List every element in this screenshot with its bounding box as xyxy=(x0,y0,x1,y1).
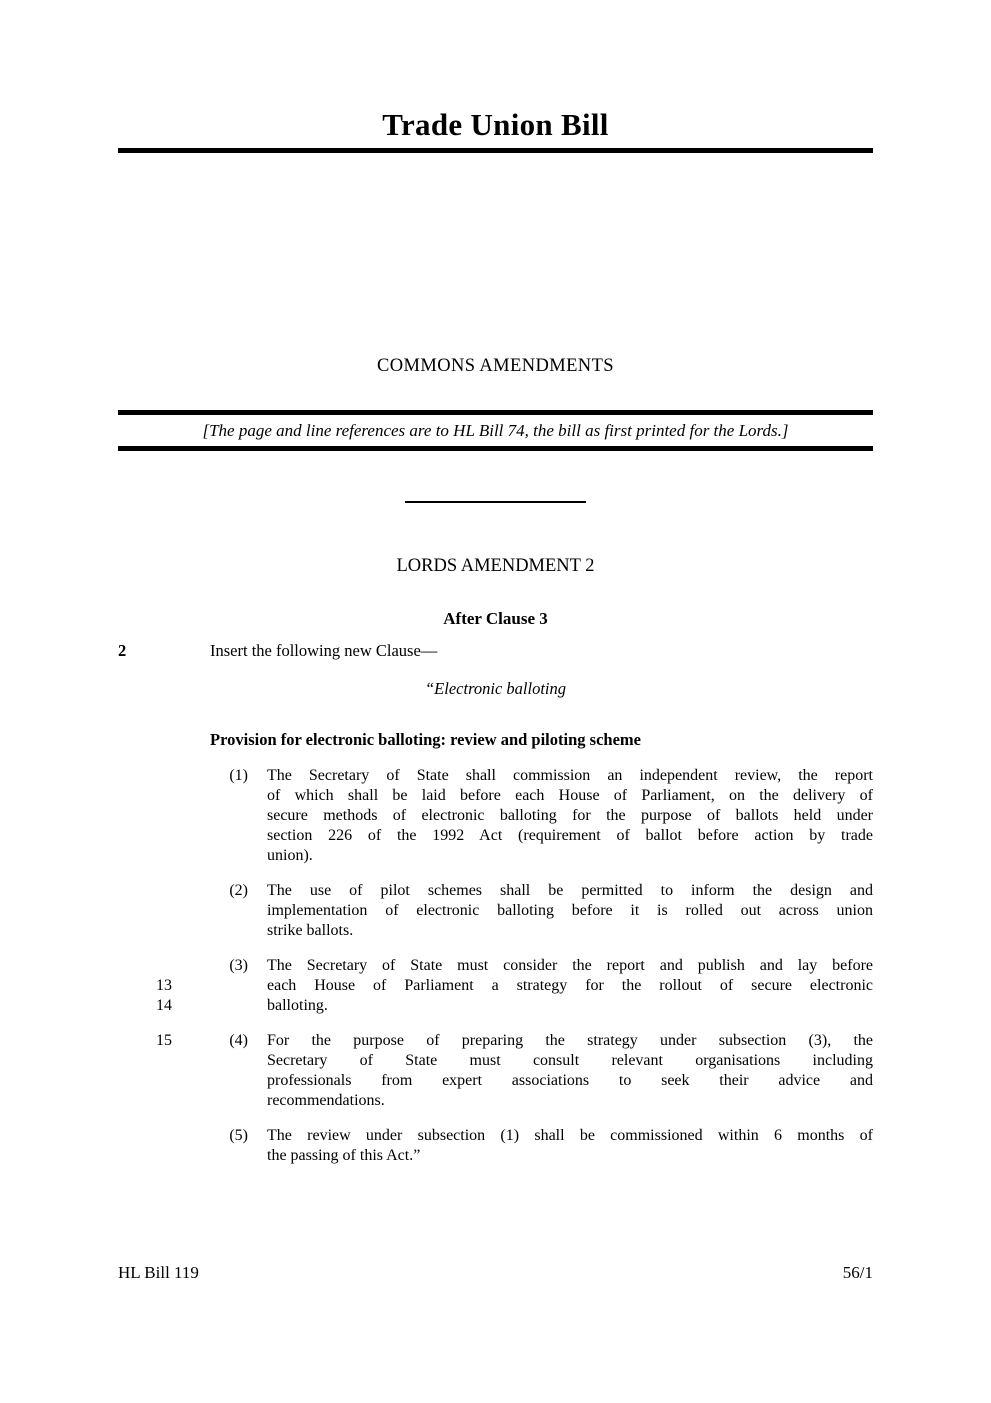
clause-title: “Electronic balloting xyxy=(425,679,566,698)
paragraph-number: (3) xyxy=(229,957,248,974)
paragraph-line: implementation of electronic balloting before it is rolled out across union xyxy=(267,902,873,919)
paragraph-line: the passing of this Act.” xyxy=(267,1147,421,1164)
footer-bill-number: HL Bill 119 xyxy=(118,1263,199,1282)
paragraph-text xyxy=(267,1031,873,1111)
clause-paragraph xyxy=(118,881,873,941)
paragraph-line: The use of pilot schemes shall be permitted to inform the design and xyxy=(267,882,873,899)
margin-line-number: 13 xyxy=(156,977,172,994)
provision-heading: Provision for electronic balloting: review and piloting scheme xyxy=(210,730,641,749)
paragraph-number: (2) xyxy=(229,882,248,899)
commons-amendments-heading: COMMONS AMENDMENTS xyxy=(377,356,614,376)
note-bottom-rule xyxy=(118,446,873,451)
separator-rule xyxy=(405,501,586,503)
paragraph-text xyxy=(267,881,873,941)
paragraph-line: balloting. xyxy=(267,997,328,1014)
paragraph-text xyxy=(267,1126,873,1166)
paragraph-line: For the purpose of preparing the strategy under subsection (3), the xyxy=(267,1032,873,1049)
title-double-rule xyxy=(118,148,873,153)
paragraph-text xyxy=(267,956,873,1016)
paragraph-line: The review under subsection (1) shall be commissioned within 6 months of xyxy=(267,1127,873,1144)
footer-session-number: 56/1 xyxy=(842,1263,873,1282)
paragraph-line: The Secretary of State must consider the report and publish and lay before xyxy=(267,957,873,974)
margin-line-number: 14 xyxy=(156,997,172,1014)
amendment-instruction: Insert the following new Clause— xyxy=(210,641,438,660)
amendment-paragraphs xyxy=(118,766,873,1181)
clause-paragraph xyxy=(118,766,873,866)
bill-title: Trade Union Bill xyxy=(382,107,609,142)
clause-paragraph xyxy=(118,1031,873,1111)
paragraph-text xyxy=(267,766,873,866)
paragraph-line: union). xyxy=(267,847,313,864)
lords-amendment-heading: LORDS AMENDMENT 2 xyxy=(396,556,595,576)
paragraph-line: The Secretary of State shall commission an independent review, the report xyxy=(267,767,873,784)
reference-note: [The page and line references are to HL Bill 74, the bill as first printed for the Lords.] xyxy=(202,421,789,440)
reference-note-box xyxy=(118,410,873,451)
paragraph-line: secure methods of electronic balloting for the purpose of ballots held under xyxy=(267,807,873,824)
paragraph-line: section 226 of the 1992 Act (requirement of ballot before action by trade xyxy=(267,827,873,844)
paragraph-number: (5) xyxy=(229,1127,248,1144)
clause-paragraph xyxy=(118,956,873,1016)
paragraph-number: (4) xyxy=(229,1032,248,1049)
amendment-number: 2 xyxy=(118,641,127,660)
place-heading: After Clause 3 xyxy=(443,609,548,628)
paragraph-line: professionals from expert associations to seek their advice and xyxy=(267,1072,873,1089)
paragraph-line: strike ballots. xyxy=(267,922,354,939)
paragraph-number: (1) xyxy=(229,767,248,784)
amendment-row xyxy=(118,641,873,661)
clause-paragraph xyxy=(118,1126,873,1166)
margin-line-number: 15 xyxy=(156,1032,172,1049)
paragraph-line: each House of Parliament a strategy for the rollout of secure electronic xyxy=(267,977,873,994)
paragraph-line: recommendations. xyxy=(267,1092,385,1109)
paragraph-line: of which shall be laid before each House of Parliament, on the delivery of xyxy=(267,787,873,804)
page-footer xyxy=(118,1263,873,1283)
paragraph-line: Secretary of State must consult relevant organisations including xyxy=(267,1052,873,1069)
